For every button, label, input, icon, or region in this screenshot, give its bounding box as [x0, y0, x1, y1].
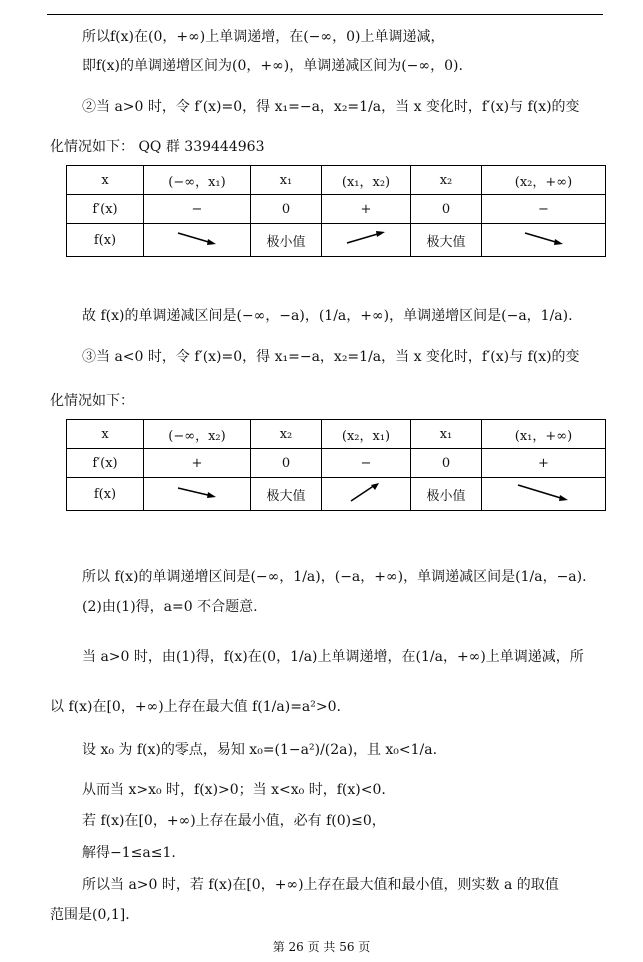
trend-cell — [322, 478, 411, 511]
text-line-1: 所以f(x)在(0，+∞)上单调递增，在(−∞，0)上单调递减， — [82, 29, 445, 45]
cell: + — [482, 449, 606, 478]
decreasing-arrow-icon — [172, 229, 222, 247]
text-line-2: 即f(x)的单调递增区间为(0，+∞)，单调递减区间为(−∞，0). — [82, 58, 463, 74]
text-line-16: 所以当 a>0 时，若 f(x)在[0，+∞)上存在最大值和最小值，则实数 a 的取值 — [82, 877, 559, 893]
trend-cell — [482, 478, 606, 511]
trend-cell — [482, 224, 606, 257]
cell: (x₁，x₂) — [322, 166, 411, 195]
variation-table-2 — [66, 419, 606, 511]
decreasing-arrow-icon — [514, 481, 574, 503]
cell: (−∞，x₂) — [144, 420, 251, 449]
cell: 0 — [411, 195, 482, 224]
text-line-13: 从而当 x>x₀ 时，f(x)>0；当 x<x₀ 时，f(x)<0. — [82, 782, 386, 798]
cell: f(x) — [67, 478, 144, 511]
decreasing-arrow-icon — [172, 483, 222, 501]
text-line-8: 所以 f(x)的单调递增区间是(−∞，1/a)，(−a，+∞)，单调递减区间是(1/a，−a). — [82, 569, 587, 585]
text-line-9: (2)由(1)得，a=0 不合题意. — [82, 599, 258, 615]
trend-cell — [144, 224, 251, 257]
cell: − — [322, 449, 411, 478]
cell: + — [322, 195, 411, 224]
increasing-arrow-icon — [341, 229, 391, 247]
cell: (x₂，+∞) — [482, 166, 606, 195]
cell: x₂ — [251, 420, 322, 449]
cell: x — [67, 166, 144, 195]
cell: f′(x) — [67, 449, 144, 478]
page-footer: 第 26 页 共 56 页 — [272, 940, 371, 954]
text-line-11: 以 f(x)在[0，+∞)上存在最大值 f(1/a)=a²>0. — [50, 699, 341, 715]
text-line-14: 若 f(x)在[0，+∞)上存在最小值，必有 f(0)≤0， — [82, 813, 386, 829]
text-line-10: 当 a>0 时，由(1)得，f(x)在(0，1/a)上单调递增，在(1/a，+∞)上单调递减，所 — [82, 649, 584, 665]
trend-cell — [322, 224, 411, 257]
text-line-17: 范围是(0,1]. — [50, 907, 130, 923]
cell: 极大值 — [411, 224, 482, 257]
cell: (x₁，+∞) — [482, 420, 606, 449]
text-line-4: 化情况如下： QQ 群 339444963 — [50, 139, 265, 155]
cell: 极小值 — [411, 478, 482, 511]
cell: f(x) — [67, 224, 144, 257]
text-line-6: ③当 a<0 时，令 f′(x)=0，得 x₁=−a，x₂=1/a，当 x 变化时，f′(x)与 f(x)的变 — [82, 349, 580, 365]
cell: x — [67, 420, 144, 449]
variation-table-1 — [66, 165, 606, 257]
cell: 0 — [251, 195, 322, 224]
cell: x₁ — [411, 420, 482, 449]
cell: 0 — [411, 449, 482, 478]
cell: 极大值 — [251, 478, 322, 511]
cell: 极小值 — [251, 224, 322, 257]
cell: (−∞，x₁) — [144, 166, 251, 195]
text-line-15: 解得−1≤a≤1. — [82, 845, 176, 861]
cell: − — [144, 195, 251, 224]
top-rule — [47, 14, 603, 15]
trend-cell — [144, 478, 251, 511]
increasing-arrow-icon — [341, 481, 391, 503]
text-line-5: 故 f(x)的单调递减区间是(−∞，−a)，(1/a，+∞)，单调递增区间是(−a，1/a). — [82, 308, 573, 324]
text-line-12: 设 x₀ 为 f(x)的零点，易知 x₀=(1−a²)/(2a)，且 x₀<1/a. — [82, 742, 438, 758]
cell: x₂ — [411, 166, 482, 195]
cell: f′(x) — [67, 195, 144, 224]
text-line-3: ②当 a>0 时，令 f′(x)=0，得 x₁=−a，x₂=1/a，当 x 变化时，f′(x)与 f(x)的变 — [82, 99, 580, 115]
decreasing-arrow-icon — [519, 229, 569, 247]
cell: 0 — [251, 449, 322, 478]
cell: x₁ — [251, 166, 322, 195]
text-line-7: 化情况如下： — [50, 393, 134, 409]
cell: − — [482, 195, 606, 224]
cell: + — [144, 449, 251, 478]
cell: (x₂，x₁) — [322, 420, 411, 449]
